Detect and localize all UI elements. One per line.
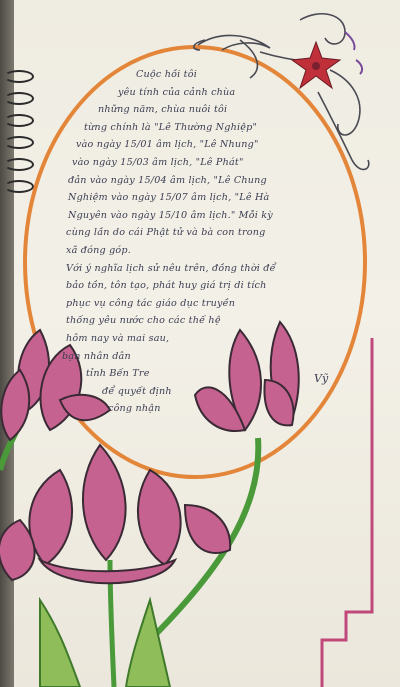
poem-line: bảo tồn, tôn tạo, phát huy giá trị di tích xyxy=(66,280,267,292)
lotus-leaf xyxy=(126,600,170,687)
poem-line: Nguyên vào ngày 15/10 âm lịch." Mỗi kỳ xyxy=(68,209,273,221)
poem-line: Nghiệm vào ngày 15/07 âm lịch, "Lê Hà xyxy=(68,192,270,204)
signature-mark: Vỹ xyxy=(314,372,329,385)
poem-line: tỉnh Bến Tre xyxy=(86,368,150,380)
poem-line: để quyết định xyxy=(102,385,172,397)
poem-line: đản vào ngày 15/04 âm lịch, "Lê Chung xyxy=(68,174,267,186)
poem-line: từng chính là "Lê Thường Nghiệp" xyxy=(84,121,258,133)
poem-line: bạn nhân dân xyxy=(62,350,131,362)
poem-line: xã đóng góp. xyxy=(66,244,131,256)
poem-line: Với ý nghĩa lịch sử nêu trên, đồng thời để xyxy=(66,262,276,274)
poem-line: vào ngày 15/01 âm lịch, "Lê Nhung" xyxy=(76,139,259,151)
handwritten-poem xyxy=(62,66,324,418)
poem-line: cùng lần do cái Phật tử và bà con trong xyxy=(66,227,266,239)
poem-line: công nhận xyxy=(108,403,161,415)
poem-line: Cuộc hồi tôi xyxy=(136,69,197,80)
lotus-flower-large xyxy=(0,445,230,583)
poem-line: hôm nay và mai sau, xyxy=(66,332,170,344)
poem-line: vào ngày 15/03 âm lịch, "Lê Phát" xyxy=(72,156,244,168)
poem-line: những năm, chùa nuôi tôi xyxy=(98,104,228,116)
poem-line: thống yêu nước cho các thế hệ xyxy=(66,315,221,327)
lotus-leaf xyxy=(40,600,80,687)
poem-line: yêu tính của cảnh chùa xyxy=(118,86,236,98)
poem-line: phục vụ công tác giáo dục truyền xyxy=(66,297,236,309)
